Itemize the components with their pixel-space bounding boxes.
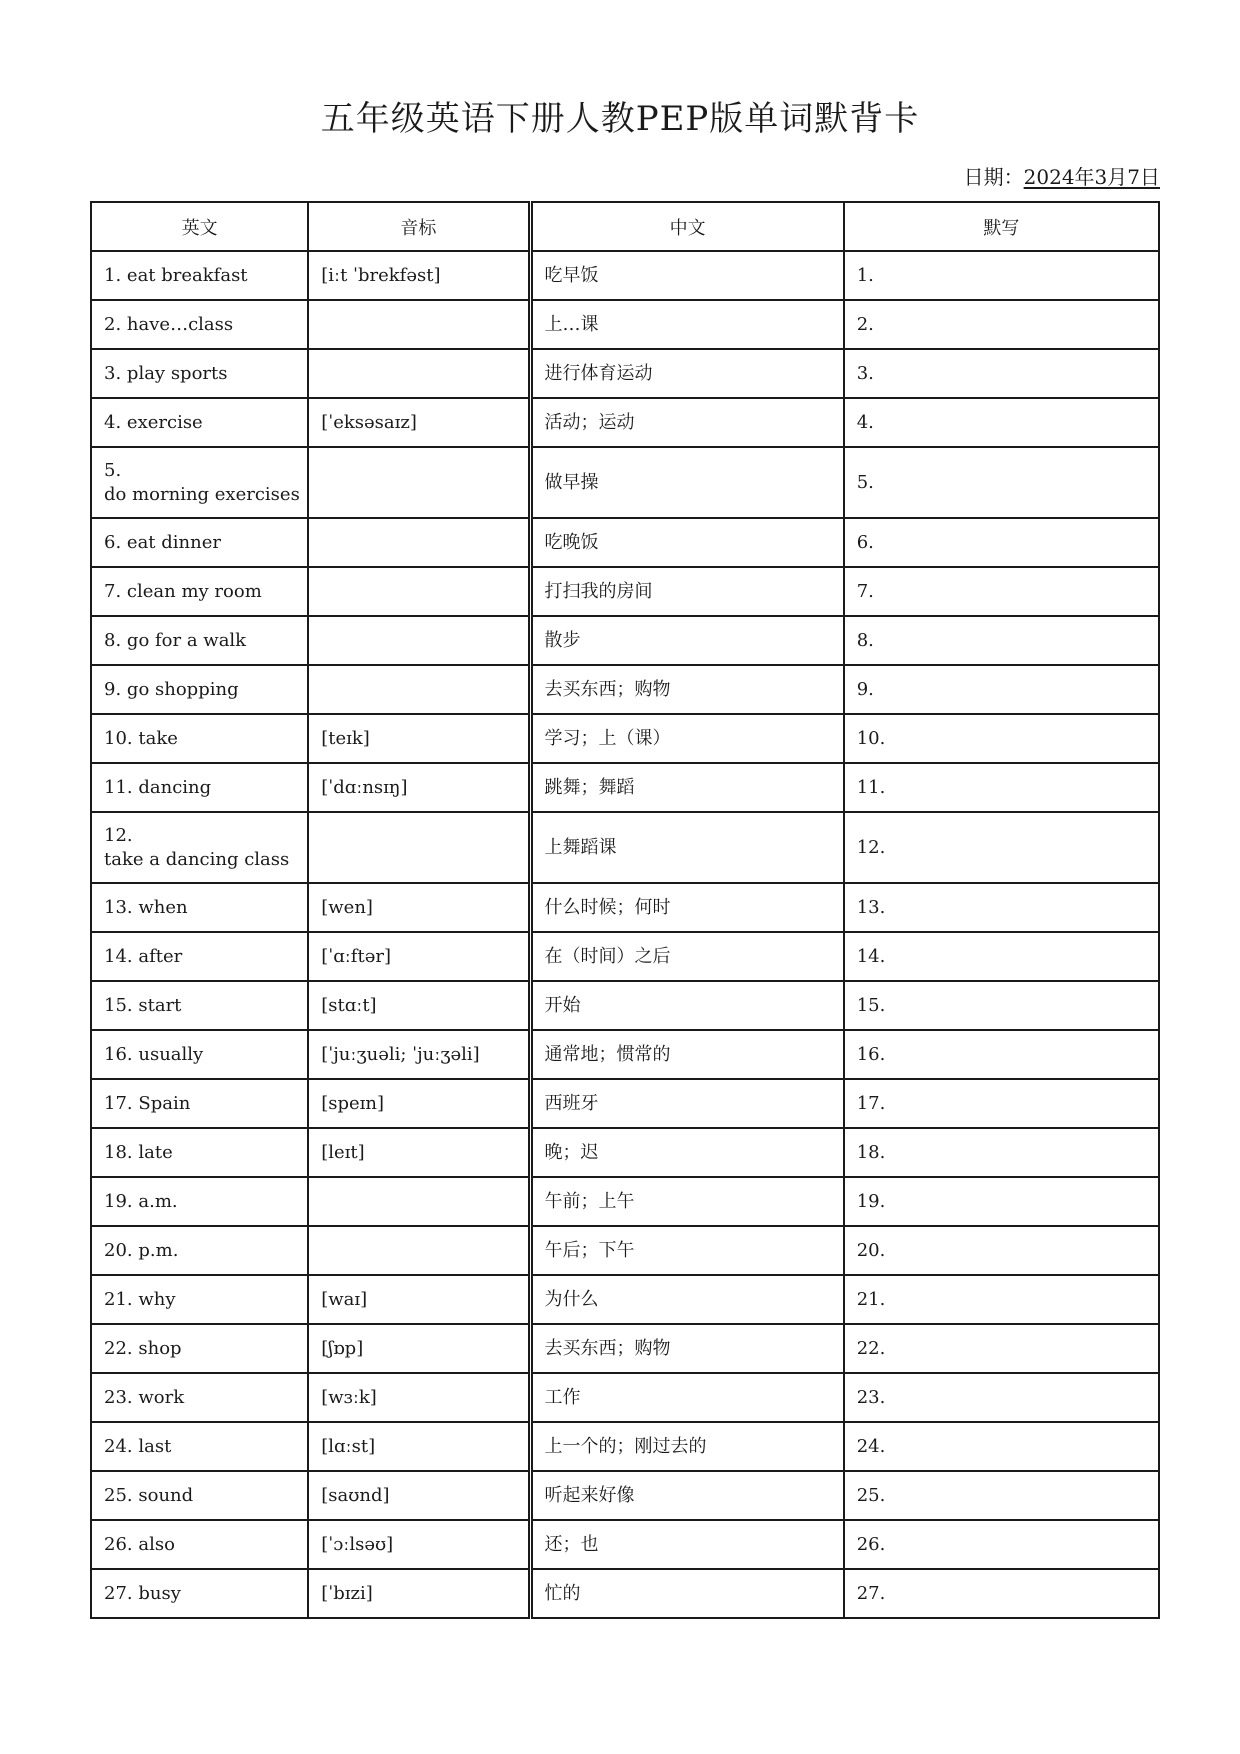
- english-cell: [91, 616, 308, 665]
- dictation-cell[interactable]: 18.: [844, 1128, 1159, 1177]
- dictation-cell[interactable]: 9.: [844, 665, 1159, 714]
- header-phonetic: 音标: [308, 202, 530, 251]
- phonetic-cell: [ˈdɑːnsɪŋ]: [308, 763, 530, 812]
- english-cell: [91, 665, 308, 714]
- chinese-cell: 去买东西；购物: [530, 1324, 844, 1373]
- word-number: 9.: [104, 678, 122, 700]
- word-number: 11.: [104, 776, 133, 798]
- table-row: [91, 300, 1159, 349]
- word-number: 1.: [104, 264, 122, 286]
- word-number: 8.: [104, 629, 122, 651]
- english-cell: [91, 1030, 308, 1079]
- word-number: 3.: [104, 362, 122, 384]
- phonetic-cell: [wɜːk]: [308, 1373, 530, 1422]
- english-word: p.m.: [138, 1239, 179, 1261]
- english-cell: [91, 447, 308, 518]
- word-number: 4.: [104, 411, 122, 433]
- table-row: [91, 763, 1159, 812]
- table-row: [91, 1128, 1159, 1177]
- date-label: 日期：: [963, 165, 1024, 189]
- dictation-cell[interactable]: 6.: [844, 518, 1159, 567]
- chinese-cell: 学习；上（课）: [530, 714, 844, 763]
- chinese-cell: 什么时候；何时: [530, 883, 844, 932]
- chinese-cell: 为什么: [530, 1275, 844, 1324]
- phonetic-cell: [saʊnd]: [308, 1471, 530, 1520]
- chinese-cell: 开始: [530, 981, 844, 1030]
- dictation-cell[interactable]: 25.: [844, 1471, 1159, 1520]
- word-number: 15.: [104, 994, 133, 1016]
- phonetic-cell: [308, 1226, 530, 1275]
- english-word: Spain: [138, 1092, 191, 1114]
- word-number: 6.: [104, 531, 122, 553]
- dictation-cell[interactable]: 11.: [844, 763, 1159, 812]
- word-number: 16.: [104, 1043, 133, 1065]
- table-row: [91, 398, 1159, 447]
- word-number: 14.: [104, 945, 133, 967]
- word-number: 19.: [104, 1190, 133, 1212]
- phonetic-cell: [308, 616, 530, 665]
- dictation-cell[interactable]: 22.: [844, 1324, 1159, 1373]
- chinese-cell: 上…课: [530, 300, 844, 349]
- dictation-cell[interactable]: 1.: [844, 251, 1159, 300]
- english-word: take: [138, 727, 178, 749]
- word-number: 17.: [104, 1092, 133, 1114]
- word-number: 24.: [104, 1435, 133, 1457]
- english-cell: [91, 1569, 308, 1618]
- dictation-cell[interactable]: 2.: [844, 300, 1159, 349]
- phonetic-cell: [stɑːt]: [308, 981, 530, 1030]
- english-word: start: [138, 994, 182, 1016]
- english-cell: [91, 1373, 308, 1422]
- english-word: busy: [138, 1582, 181, 1604]
- word-number: 25.: [104, 1484, 133, 1506]
- english-word: also: [138, 1533, 175, 1555]
- english-cell: [91, 981, 308, 1030]
- phonetic-cell: [308, 518, 530, 567]
- word-number: 27.: [104, 1582, 133, 1604]
- dictation-cell[interactable]: 12.: [844, 812, 1159, 883]
- dictation-cell[interactable]: 19.: [844, 1177, 1159, 1226]
- dictation-cell[interactable]: 4.: [844, 398, 1159, 447]
- phonetic-cell: [308, 1177, 530, 1226]
- chinese-cell: 晚；迟: [530, 1128, 844, 1177]
- table-row: [91, 518, 1159, 567]
- english-word: after: [138, 945, 183, 967]
- chinese-cell: 通常地；惯常的: [530, 1030, 844, 1079]
- phonetic-cell: [308, 812, 530, 883]
- table-row: [91, 932, 1159, 981]
- page-title: 五年级英语下册人教PEP版单词默背卡: [320, 99, 920, 139]
- chinese-cell: 午前；上午: [530, 1177, 844, 1226]
- english-word: usually: [138, 1043, 204, 1065]
- word-number: 5.: [104, 459, 122, 481]
- english-word: eat dinner: [126, 531, 221, 553]
- word-number: 18.: [104, 1141, 133, 1163]
- dictation-cell[interactable]: 10.: [844, 714, 1159, 763]
- english-cell: [91, 1520, 308, 1569]
- table-row: [91, 1422, 1159, 1471]
- phonetic-cell: [308, 447, 530, 518]
- word-number: 12.: [104, 824, 133, 846]
- phonetic-cell: [308, 567, 530, 616]
- english-word: dancing: [138, 776, 212, 798]
- dictation-cell[interactable]: 5.: [844, 447, 1159, 518]
- phonetic-cell: [ˈɑːftər]: [308, 932, 530, 981]
- word-number: 26.: [104, 1533, 133, 1555]
- word-number: 7.: [104, 580, 122, 602]
- chinese-cell: 吃早饭: [530, 251, 844, 300]
- table-row: [91, 981, 1159, 1030]
- phonetic-cell: [308, 349, 530, 398]
- chinese-cell: 进行体育运动: [530, 349, 844, 398]
- english-word: a.m.: [138, 1190, 178, 1212]
- phonetic-cell: [ˈbɪzi]: [308, 1569, 530, 1618]
- dictation-cell[interactable]: 21.: [844, 1275, 1159, 1324]
- dictation-cell[interactable]: 14.: [844, 932, 1159, 981]
- table-row: [91, 665, 1159, 714]
- dictation-cell[interactable]: 24.: [844, 1422, 1159, 1471]
- vocabulary-rows: [91, 251, 1159, 1618]
- english-word: take a dancing class: [104, 848, 290, 870]
- header-english: 英文: [91, 202, 308, 251]
- english-word: shop: [138, 1337, 182, 1359]
- english-word: sound: [138, 1484, 194, 1506]
- dictation-cell[interactable]: 13.: [844, 883, 1159, 932]
- chinese-cell: 打扫我的房间: [530, 567, 844, 616]
- english-word: eat breakfast: [126, 264, 248, 286]
- word-number: 13.: [104, 896, 133, 918]
- dictation-cell[interactable]: 20.: [844, 1226, 1159, 1275]
- phonetic-cell: [wen]: [308, 883, 530, 932]
- chinese-cell: 散步: [530, 616, 844, 665]
- date-value: 2024年3月7日: [1023, 165, 1160, 189]
- word-number: 21.: [104, 1288, 133, 1310]
- chinese-cell: 做早操: [530, 447, 844, 518]
- chinese-cell: 跳舞；舞蹈: [530, 763, 844, 812]
- phonetic-cell: [teɪk]: [308, 714, 530, 763]
- table-row: [91, 812, 1159, 883]
- english-word: have…class: [126, 313, 234, 335]
- english-word: go shopping: [126, 678, 239, 700]
- word-number: 23.: [104, 1386, 133, 1408]
- table-row: [91, 1373, 1159, 1422]
- english-word: exercise: [126, 411, 203, 433]
- word-number: 22.: [104, 1337, 133, 1359]
- header-dictation: 默写: [844, 202, 1159, 251]
- english-word: play sports: [126, 362, 228, 384]
- phonetic-cell: [ˈeksəsaɪz]: [308, 398, 530, 447]
- english-cell: [91, 932, 308, 981]
- english-cell: [91, 1079, 308, 1128]
- english-word: do morning exercises: [104, 483, 300, 505]
- table-row: [91, 883, 1159, 932]
- table-row: [91, 1030, 1159, 1079]
- chinese-cell: 西班牙: [530, 1079, 844, 1128]
- chinese-cell: 还；也: [530, 1520, 844, 1569]
- chinese-cell: 听起来好像: [530, 1471, 844, 1520]
- phonetic-cell: [ˈjuːʒuəli; ˈjuːʒəli]: [308, 1030, 530, 1079]
- chinese-cell: 午后；下午: [530, 1226, 844, 1275]
- english-cell: [91, 883, 308, 932]
- english-word: why: [138, 1288, 176, 1310]
- english-cell: [91, 567, 308, 616]
- phonetic-cell: [ˈɔːlsəʊ]: [308, 1520, 530, 1569]
- english-cell: [91, 300, 308, 349]
- english-word: last: [138, 1435, 172, 1457]
- english-cell: [91, 251, 308, 300]
- word-number: 2.: [104, 313, 122, 335]
- table-row: [91, 251, 1159, 300]
- english-cell: [91, 398, 308, 447]
- table-row: [91, 447, 1159, 518]
- table-row: [91, 616, 1159, 665]
- table-header-row: [91, 202, 1159, 251]
- english-cell: [91, 812, 308, 883]
- english-cell: [91, 1422, 308, 1471]
- chinese-cell: 活动；运动: [530, 398, 844, 447]
- word-number: 20.: [104, 1239, 133, 1261]
- english-cell: [91, 763, 308, 812]
- phonetic-cell: [leɪt]: [308, 1128, 530, 1177]
- english-cell: [91, 1128, 308, 1177]
- english-cell: [91, 349, 308, 398]
- header-chinese: 中文: [530, 202, 844, 251]
- phonetic-cell: [lɑːst]: [308, 1422, 530, 1471]
- dictation-cell[interactable]: 17.: [844, 1079, 1159, 1128]
- chinese-cell: 工作: [530, 1373, 844, 1422]
- english-word: late: [138, 1141, 173, 1163]
- english-word: work: [138, 1386, 185, 1408]
- chinese-cell: 吃晚饭: [530, 518, 844, 567]
- phonetic-cell: [speɪn]: [308, 1079, 530, 1128]
- dictation-cell[interactable]: 3.: [844, 349, 1159, 398]
- english-word: clean my room: [126, 580, 262, 602]
- english-cell: [91, 1324, 308, 1373]
- dictation-cell[interactable]: 27.: [844, 1569, 1159, 1618]
- english-word: when: [138, 896, 188, 918]
- phonetic-cell: [308, 665, 530, 714]
- vocabulary-table: [90, 201, 1160, 1619]
- english-cell: [91, 1226, 308, 1275]
- table-row: [91, 1324, 1159, 1373]
- english-cell: [91, 714, 308, 763]
- dictation-cell[interactable]: 16.: [844, 1030, 1159, 1079]
- table-row: [91, 1471, 1159, 1520]
- table-row: [91, 1079, 1159, 1128]
- chinese-cell: 上一个的；刚过去的: [530, 1422, 844, 1471]
- phonetic-cell: [ʃɒp]: [308, 1324, 530, 1373]
- table-row: [91, 714, 1159, 763]
- english-cell: [91, 1471, 308, 1520]
- table-row: [91, 1569, 1159, 1618]
- table-row: [91, 349, 1159, 398]
- dictation-cell[interactable]: 23.: [844, 1373, 1159, 1422]
- chinese-cell: 忙的: [530, 1569, 844, 1618]
- chinese-cell: 去买东西；购物: [530, 665, 844, 714]
- dictation-cell[interactable]: 15.: [844, 981, 1159, 1030]
- table-row: [91, 1226, 1159, 1275]
- phonetic-cell: [iːt ˈbrekfəst]: [308, 251, 530, 300]
- english-cell: [91, 518, 308, 567]
- table-row: [91, 1177, 1159, 1226]
- chinese-cell: 上舞蹈课: [530, 812, 844, 883]
- chinese-cell: 在（时间）之后: [530, 932, 844, 981]
- dictation-cell[interactable]: 8.: [844, 616, 1159, 665]
- phonetic-cell: [waɪ]: [308, 1275, 530, 1324]
- dictation-cell[interactable]: 26.: [844, 1520, 1159, 1569]
- dictation-cell[interactable]: 7.: [844, 567, 1159, 616]
- date-line: [964, 164, 1160, 190]
- word-number: 10.: [104, 727, 133, 749]
- english-word: go for a walk: [126, 629, 247, 651]
- english-cell: [91, 1177, 308, 1226]
- english-cell: [91, 1275, 308, 1324]
- table-row: [91, 567, 1159, 616]
- phonetic-cell: [308, 300, 530, 349]
- table-row: [91, 1275, 1159, 1324]
- table-row: [91, 1520, 1159, 1569]
